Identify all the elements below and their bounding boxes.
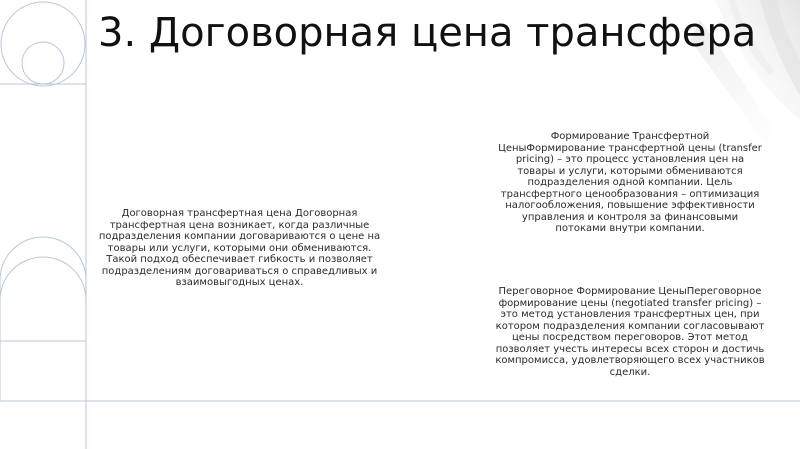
right-top-text-block: Формирование Трансфертной ЦеныФормирование трансфертной цены (transfer pricing) – это процесс установления цен на товары и услуги, которыми обмениваются подразделения одной компании. Цель трансфертного ценообразования – оптимизация налогообложения, повышение эффективности управления и контроля за финансовыми потоками внутри компании.	[498, 131, 762, 234]
lower-arch-outline	[0, 257, 86, 401]
small-circle-outline	[22, 42, 64, 84]
right-bottom-text-block: Переговорное Формирование ЦеныПереговорное формирование цены (negotiated transfer pricing) – это метод установления трансфертных цен, при котором подразделения компании согласовывают цены посредством переговоров. Этот метод позволяет учесть интересы всех сторон и достичь компромисса, удовлетворяющего всех участников сделки.	[495, 286, 765, 378]
left-text-block: Договорная трансфертная цена Договорная трансфертная цена возникает, когда различные подразделения компании договариваются о цене на товары или услуги, которыми они обмениваются. Такой подход обеспечивает гибкость и позволяет подразделениям договариваться о справедливых и взаимовыгодных ценах.	[98, 208, 381, 288]
upper-arch-outline	[0, 237, 86, 341]
large-circle-outline	[1, 2, 85, 86]
slide-title: 3. Договорная цена трансфера	[98, 10, 757, 56]
